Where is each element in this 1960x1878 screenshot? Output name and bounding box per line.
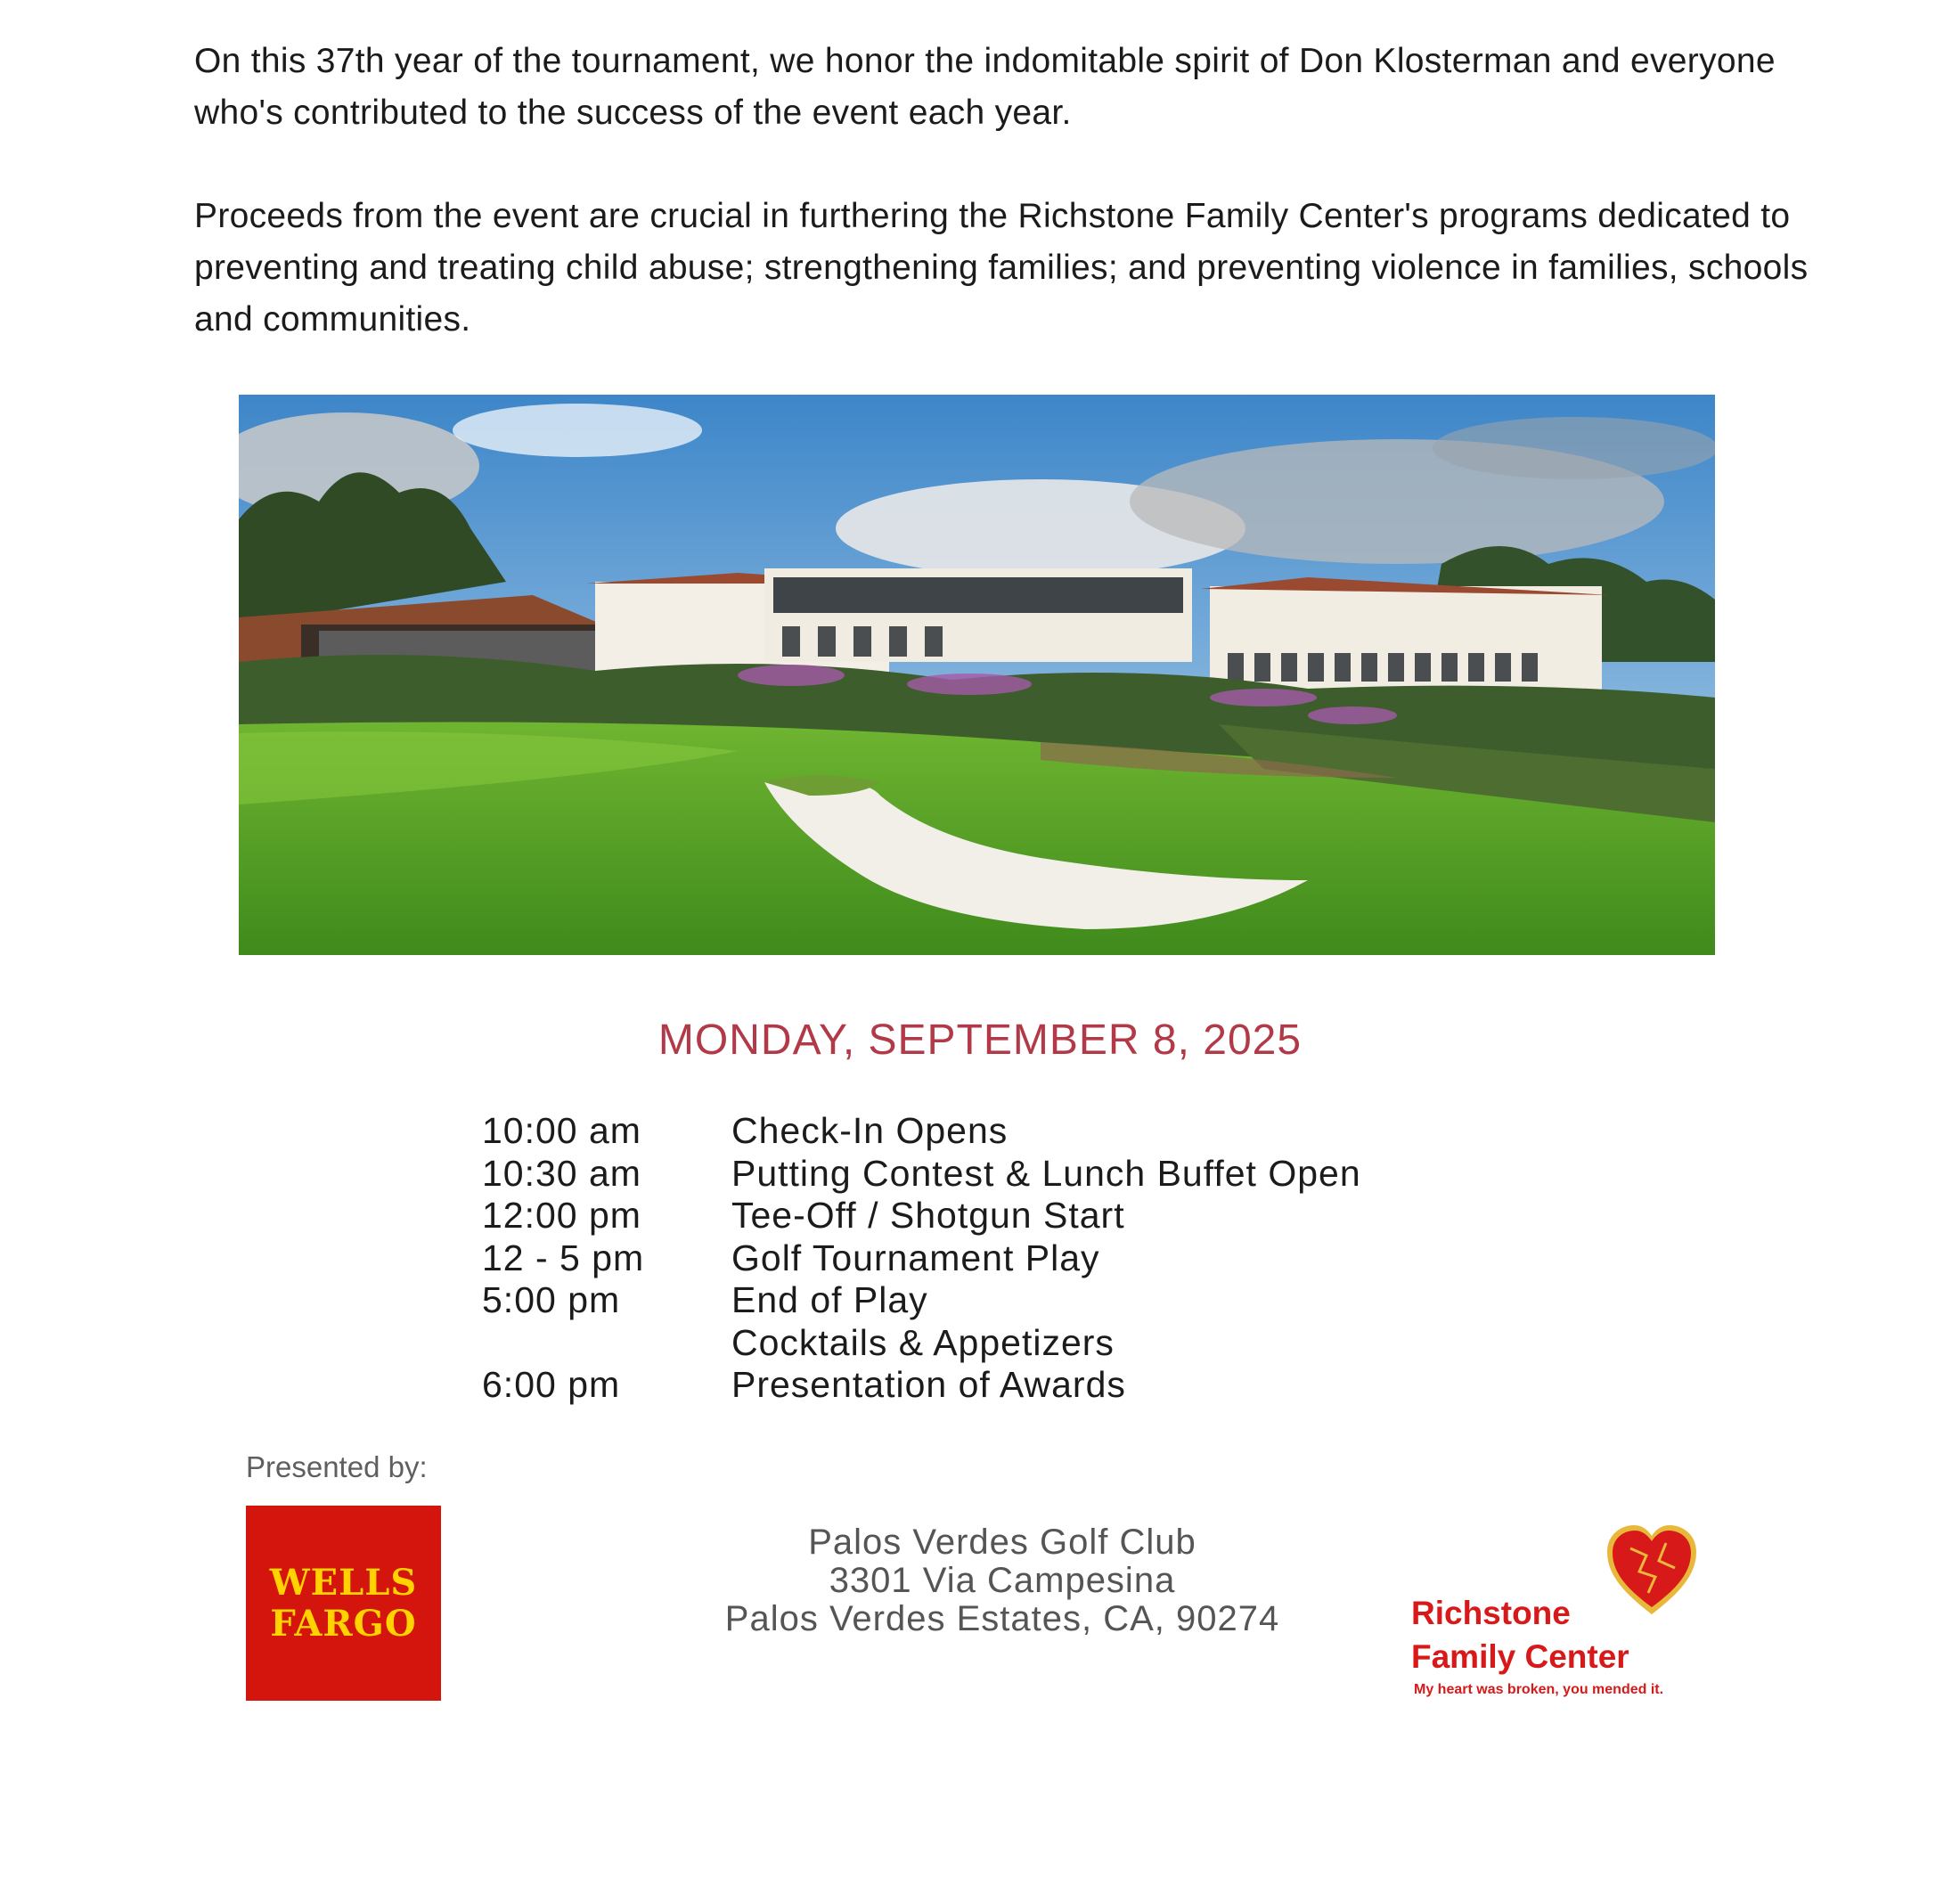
intro-paragraph-1: On this 37th year of the tournament, we honor the indomitable spirit of Don Klosterman and everyone who's contributed to the success of the event each year. — [194, 42, 1776, 132]
intro-text — [194, 36, 1851, 397]
schedule-event: End of Play — [731, 1279, 928, 1320]
schedule-time: 12 - 5 pm — [482, 1237, 645, 1278]
event-date: MONDAY, SEPTEMBER 8, 2025 — [657, 1017, 1303, 1064]
schedule-event: Putting Contest & Lunch Buffet Open — [731, 1152, 1361, 1194]
schedule-time: 10:00 am — [482, 1110, 641, 1151]
schedule-time: 12:00 pm — [482, 1195, 641, 1236]
venue-city: Palos Verdes Estates, CA, 90274 — [724, 1599, 1280, 1638]
richstone-tagline: My heart was broken, you mended it. — [1414, 1682, 1664, 1697]
event-schedule — [482, 1110, 1361, 1407]
schedule-row — [482, 1153, 1361, 1196]
presented-by-label: Presented by: — [246, 1450, 428, 1483]
wells-fargo-logo — [246, 1506, 441, 1701]
venue-address — [677, 1523, 1327, 1638]
schedule-time: 6:00 pm — [482, 1364, 621, 1405]
schedule-event: Golf Tournament Play — [731, 1237, 1100, 1278]
golf-club-photo — [239, 395, 1715, 955]
richstone-name-line-2: Family Center — [1411, 1638, 1629, 1675]
schedule-event: Tee-Off / Shotgun Start — [731, 1195, 1125, 1236]
schedule-row — [482, 1195, 1361, 1237]
intro-paragraph-2: Proceeds from the event are crucial in furthering the Richstone Family Center's programs dedicated to preventing and treating child abuse; strengthening families; and preventing violence in families, schools and communities. — [194, 197, 1809, 339]
schedule-row — [482, 1110, 1361, 1153]
schedule-row — [482, 1279, 1361, 1322]
schedule-time: 10:30 am — [482, 1152, 641, 1194]
richstone-name — [1411, 1591, 1629, 1678]
schedule-event: Check-In Opens — [731, 1110, 1009, 1151]
wells-fargo-logo-line-2: FARGO — [270, 1602, 417, 1645]
schedule-row — [482, 1364, 1361, 1407]
venue-name: Palos Verdes Golf Club — [808, 1523, 1196, 1562]
schedule-row — [482, 1322, 1361, 1365]
richstone-name-line-1: Richstone — [1411, 1595, 1571, 1631]
schedule-event: Cocktails & Appetizers — [731, 1321, 1115, 1363]
schedule-event: Presentation of Awards — [731, 1364, 1126, 1405]
schedule-row — [482, 1237, 1361, 1280]
venue-street: 3301 Via Campesina — [829, 1561, 1176, 1600]
wells-fargo-logo-line-1: WELLS — [269, 1561, 418, 1604]
richstone-logo — [1411, 1522, 1732, 1700]
schedule-time: 5:00 pm — [482, 1279, 621, 1320]
